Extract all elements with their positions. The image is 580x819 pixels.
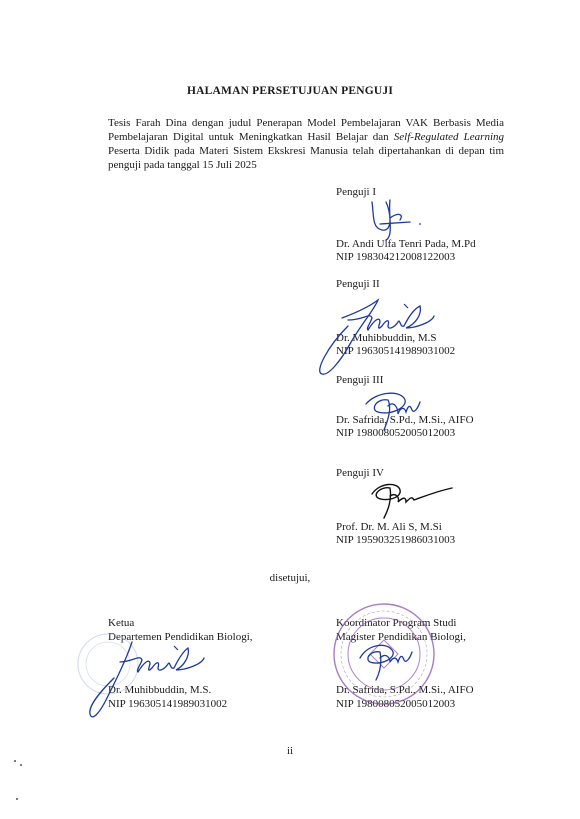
scan-speck [20, 764, 22, 766]
scan-speck [16, 798, 18, 800]
examiner-4-role: Penguji IV [336, 467, 384, 479]
examiner-1-role: Penguji I [336, 186, 377, 198]
examiner-4-name: Prof. Dr. M. Ali S, M.Si [336, 520, 442, 533]
examiner-2-name: Dr. Muhibbuddin, M.S [336, 331, 437, 344]
page-title: HALAMAN PERSETUJUAN PENGUJI [186, 85, 394, 97]
right-signatory-title1: Koordinator Program Studi [336, 617, 457, 629]
approved-label: disetujui, [269, 572, 311, 584]
examiner-3-name: Dr. Safrida, S.Pd., M.Si., AIFO [336, 413, 474, 426]
intro-italic-term: Self-Regulated Learning [393, 131, 505, 143]
intro-text-2: Peserta Didik pada Materi Sistem Ekskresi Manusia telah dipertahankan di depan tim penguji pada tanggal 15 Juli 2025 [108, 145, 504, 171]
left-signatory-name: Dr. Muhibbuddin, M.S. [108, 684, 212, 696]
official-stamp [320, 600, 450, 710]
examiner-3-nip: NIP 198008052005012003 [336, 427, 456, 439]
right-signatory-title2: Magister Pendidikan Biologi, [336, 630, 466, 643]
right-signatory-name: Dr. Safrida, S.Pd., M.Si., AIFO [336, 684, 474, 696]
intro-text-1: Tesis Farah Dina dengan judul Penerapan Model Pembelajaran VAK Berbasis Media Pembelajaran Digital untuk Meningkatkan Hasil Belajar dan [108, 117, 504, 143]
examiner-1-signature [360, 196, 430, 244]
left-signatory-title1: Ketua [108, 617, 135, 629]
examiner-1-nip: NIP 198304212008122003 [336, 251, 456, 263]
scan-speck [14, 760, 16, 762]
examiner-2-role: Penguji II [336, 278, 380, 290]
left-signatory-title2: Departemen Pendidikan Biologi, [108, 630, 253, 643]
examiner-4-signature [364, 476, 456, 520]
examiner-2-signature [308, 290, 448, 380]
right-signatory-nip: NIP 198008052005012003 [336, 697, 456, 710]
examiner-2-nip: NIP 196305141989031002 [336, 345, 456, 357]
examiner-3-signature [362, 386, 422, 432]
left-stamp-and-signature [70, 616, 220, 724]
intro-paragraph [108, 116, 504, 172]
examiner-1-name: Dr. Andi Ulfa Tenri Pada, M.Pd [336, 237, 476, 250]
left-signatory-nip: NIP 196305141989031002 [108, 697, 228, 710]
page-number: ii [286, 745, 294, 757]
examiner-4-nip: NIP 195903251986031003 [336, 534, 456, 546]
examiner-3-role: Penguji III [336, 374, 384, 386]
